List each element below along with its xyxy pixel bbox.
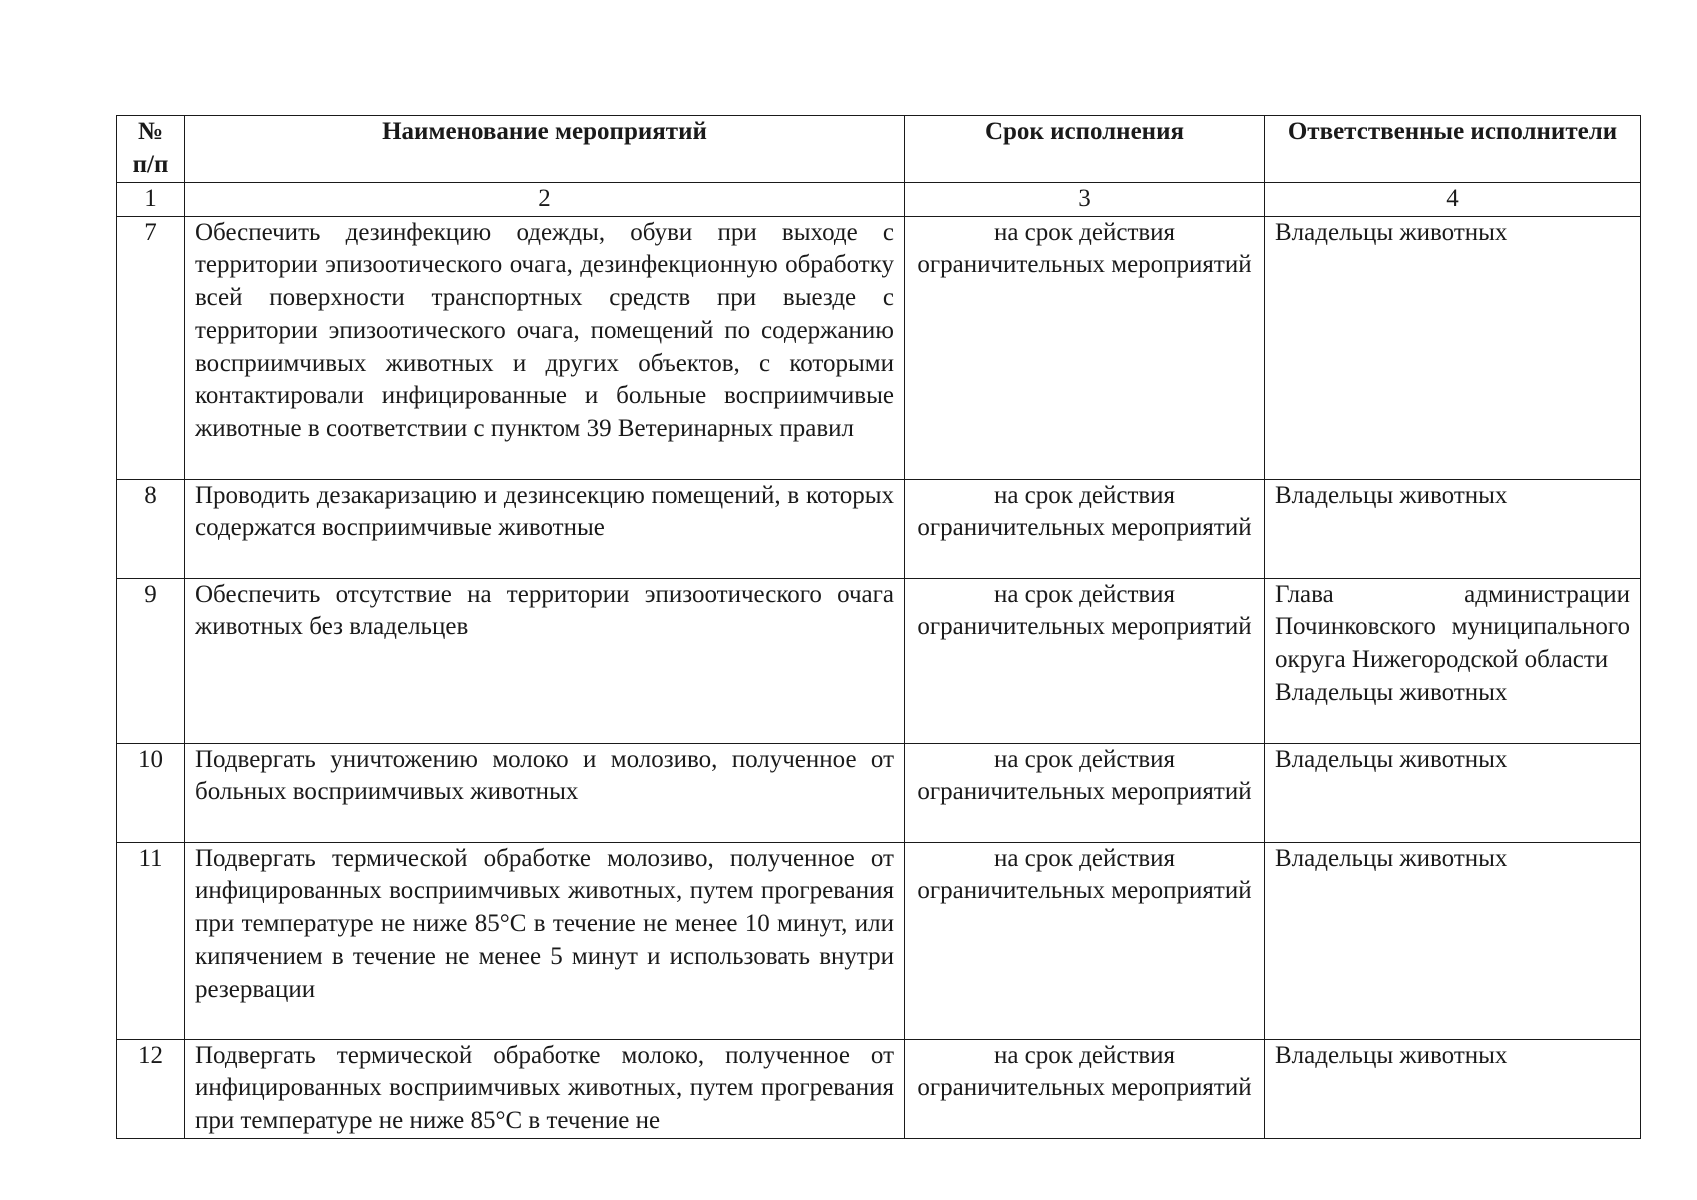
- column-number-2: 2: [185, 183, 905, 217]
- responsible-cell: [1265, 216, 1641, 479]
- table-row: [117, 1039, 1641, 1138]
- responsible-text: Владельцы животных: [1275, 1041, 1508, 1069]
- responsible-text: Владельцы животных: [1275, 218, 1508, 246]
- row-number: 12: [117, 1039, 185, 1138]
- column-number-row: [117, 183, 1641, 217]
- header-measure: Наименование мероприятий: [185, 116, 905, 183]
- row-number: 9: [117, 578, 185, 743]
- responsible-text: Владельцы животных: [1275, 481, 1508, 509]
- header-term: Срок исполнения: [905, 116, 1265, 183]
- responsible-text: Владельцы животных: [1275, 844, 1508, 872]
- row-number: 11: [117, 842, 185, 1039]
- table-row: [117, 578, 1641, 743]
- term-text: на срок действия ограничительных мероприятий: [905, 216, 1265, 479]
- document-page: [116, 115, 1640, 1139]
- responsible-cell: [1265, 743, 1641, 842]
- responsible-text: Владельцы животных: [1275, 745, 1508, 773]
- responsible-text: Владельцы животных: [1275, 678, 1508, 706]
- header-responsible: Ответственные исполнители: [1265, 116, 1641, 183]
- row-number: 10: [117, 743, 185, 842]
- row-number: 8: [117, 479, 185, 578]
- responsible-cell: [1265, 1039, 1641, 1138]
- responsible-cell: [1265, 578, 1641, 743]
- measure-text: Подвергать термической обработке молозиво, полученное от инфицированных восприимчивых животных, путем прогревания при температуре не ниже 85°С в течение не менее 10 минут, или кипячением в течение не менее 5 минут и использовать внутри резервации: [185, 842, 905, 1039]
- term-text: на срок действия ограничительных мероприятий: [905, 578, 1265, 743]
- row-number: 7: [117, 216, 185, 479]
- measure-text: Подвергать уничтожению молоко и молозиво, полученное от больных восприимчивых животных: [185, 743, 905, 842]
- measure-text: Обеспечить отсутствие на территории эпизоотического очага животных без владельцев: [185, 578, 905, 743]
- header-row: [117, 116, 1641, 183]
- header-number: № п/п: [117, 116, 185, 183]
- term-text: на срок действия ограничительных мероприятий: [905, 743, 1265, 842]
- column-number-3: 3: [905, 183, 1265, 217]
- responsible-cell: [1265, 842, 1641, 1039]
- column-number-4: 4: [1265, 183, 1641, 217]
- responsible-text: Глава администрации Починковского муниципального округа Нижегородской области: [1275, 580, 1630, 674]
- responsible-cell: [1265, 479, 1641, 578]
- table-row: [117, 479, 1641, 578]
- term-text: на срок действия ограничительных мероприятий: [905, 842, 1265, 1039]
- table-row: [117, 216, 1641, 479]
- table-row: [117, 743, 1641, 842]
- measure-text: Обеспечить дезинфекцию одежды, обуви при выходе с территории эпизоотического очага, дезинфекционную обработку всей поверхности транспортных средств при выезде с территории эпизоотического очага, помещений по содержанию восприимчивых животных и других объектов, с которыми контактировали инфицированные и больные восприимчивые животные в соответствии с пунктом 39 Ветеринарных правил: [185, 216, 905, 479]
- term-text: на срок действия ограничительных мероприятий: [905, 1039, 1265, 1138]
- table-row: [117, 842, 1641, 1039]
- measure-text: Проводить дезакаризацию и дезинсекцию помещений, в которых содержатся восприимчивые животные: [185, 479, 905, 578]
- measures-table: [116, 115, 1641, 1139]
- term-text: на срок действия ограничительных мероприятий: [905, 479, 1265, 578]
- column-number-1: 1: [117, 183, 185, 217]
- measure-text: Подвергать термической обработке молоко, полученное от инфицированных восприимчивых животных, путем прогревания при температуре не ниже 85°С в течение не: [185, 1039, 905, 1138]
